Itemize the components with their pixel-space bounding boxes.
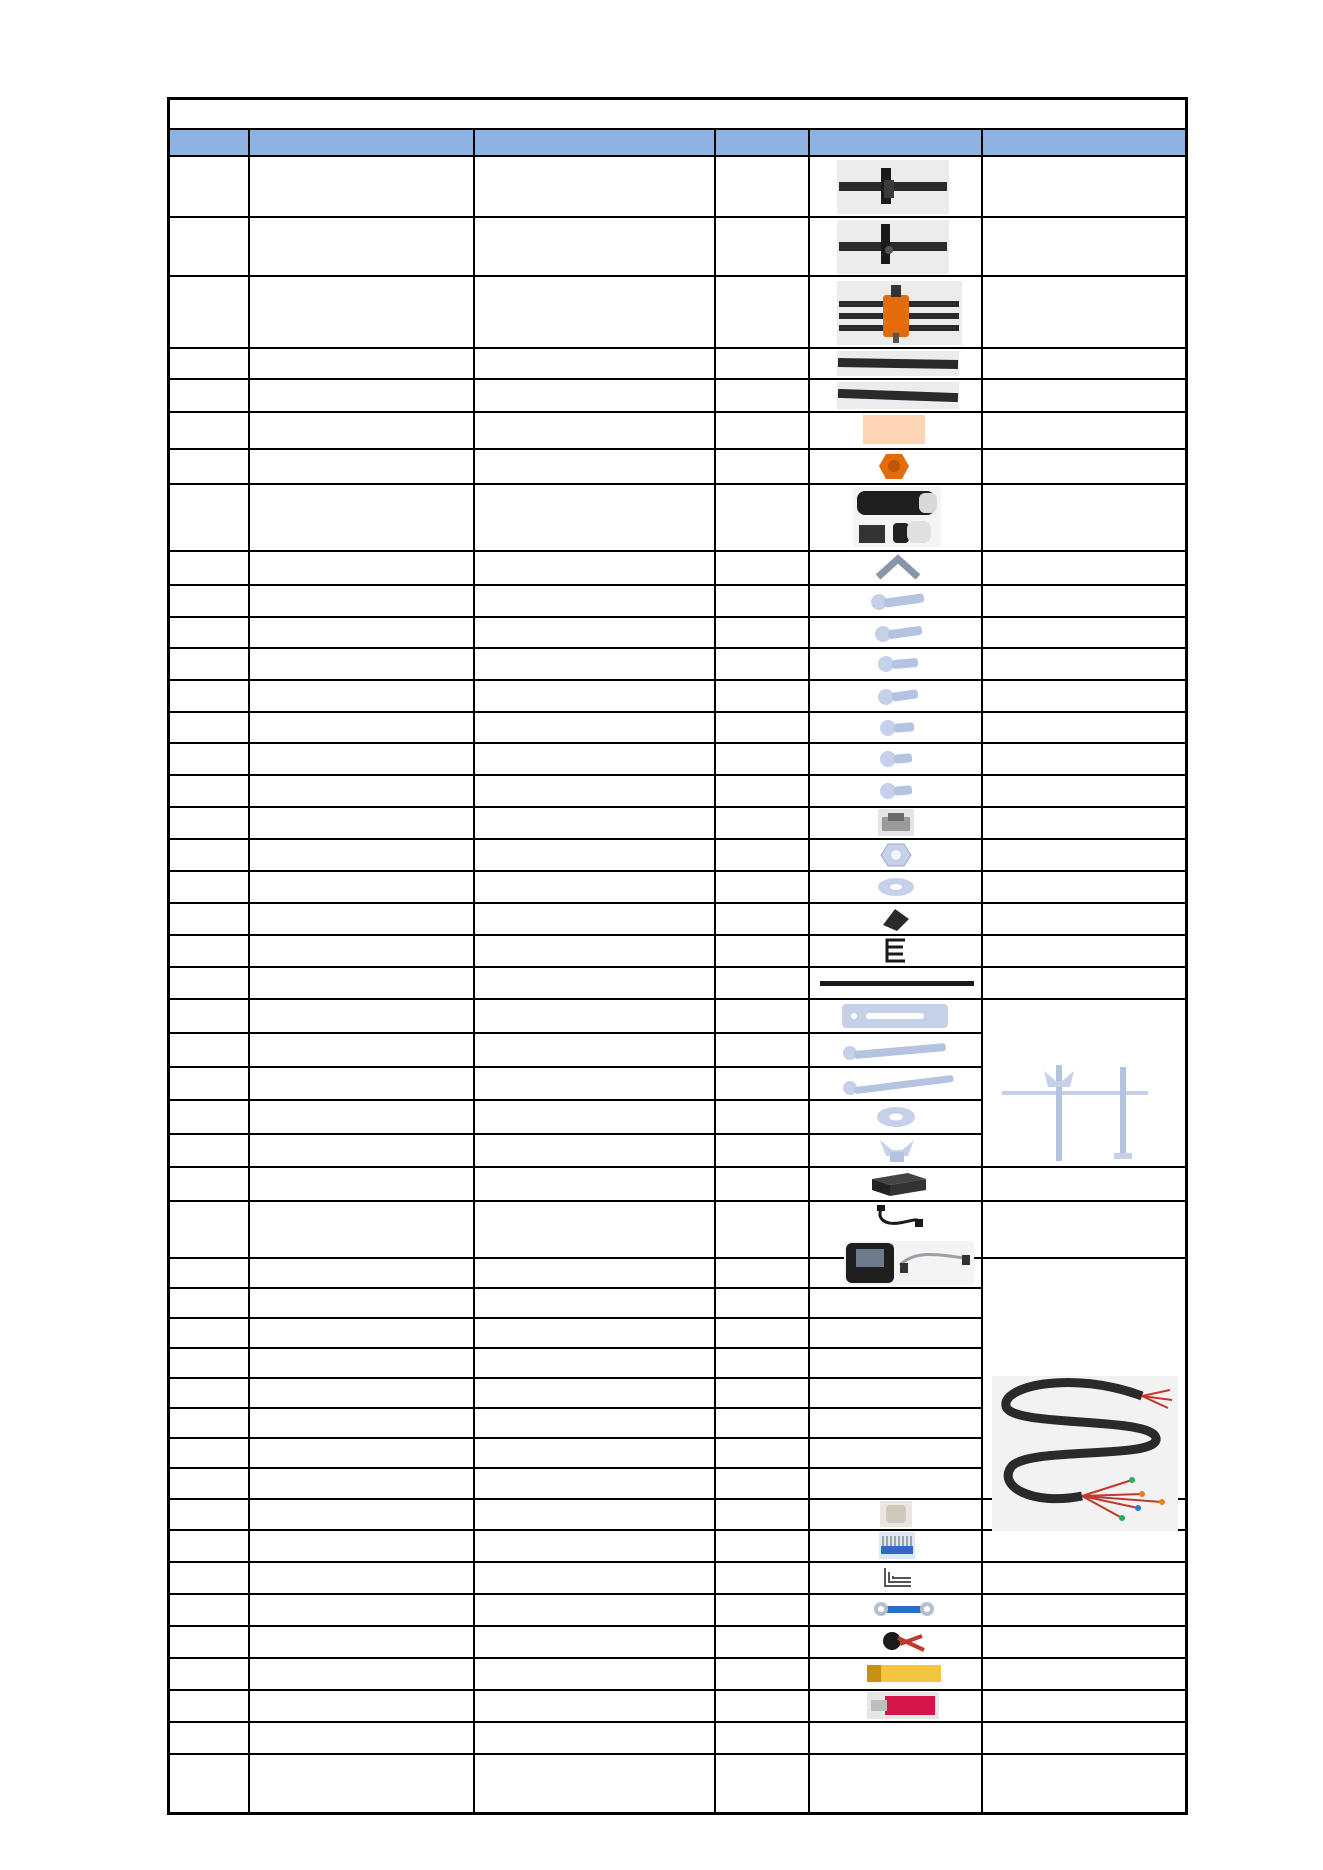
z-axis-carriage-icon [837, 281, 962, 345]
engraving-bits-icon [879, 1532, 915, 1559]
tape-sticker-icon [865, 1661, 943, 1686]
long-bolt-icon [840, 1035, 950, 1064]
e-clip-icon [883, 937, 909, 964]
hex-nut-icon [879, 841, 913, 868]
wiring-harness-icon [992, 1376, 1178, 1531]
power-cable-icon [875, 1203, 925, 1231]
x-axis-gantry-icon [837, 220, 949, 274]
usb-flash-drive-icon [867, 1692, 939, 1719]
screw-icon [876, 682, 922, 709]
short-screw-icon [878, 745, 918, 772]
short-screw-icon [878, 777, 918, 804]
screw-icon [874, 619, 924, 645]
orange-nut-icon [878, 452, 910, 481]
table-title-row [170, 100, 1185, 130]
rod-icon [818, 971, 976, 996]
parts-list-table [167, 97, 1188, 1815]
clamp-plate-icon [840, 1002, 950, 1030]
t-nut-icon [878, 809, 914, 836]
offline-controller-icon [844, 1241, 974, 1285]
spindle-motor-icon [853, 487, 941, 547]
x-axis-gantry-icon [837, 160, 949, 214]
cable-clip-icon [881, 905, 911, 932]
wrench-icon [873, 1596, 935, 1623]
washer-icon [875, 1102, 917, 1131]
screw-icon [876, 650, 922, 677]
aluminum-profile-icon [837, 351, 959, 376]
long-bolt-icon [840, 1069, 956, 1097]
hex-keys-icon [881, 1564, 915, 1591]
spacer-block-icon [863, 415, 925, 444]
aluminum-profile-icon [837, 382, 959, 409]
cutter-pliers-icon [878, 1628, 928, 1655]
drag-chain-bracket-icon [880, 1501, 912, 1527]
washer-icon [876, 873, 916, 900]
clamp-assembly-icon [1000, 1055, 1150, 1165]
wing-nut-icon [876, 1136, 918, 1164]
table-header-row [170, 130, 1185, 157]
corner-bracket-icon [874, 553, 922, 582]
short-screw-icon [878, 714, 918, 740]
long-screw-icon [870, 587, 927, 614]
controller-box-icon [868, 1169, 928, 1198]
